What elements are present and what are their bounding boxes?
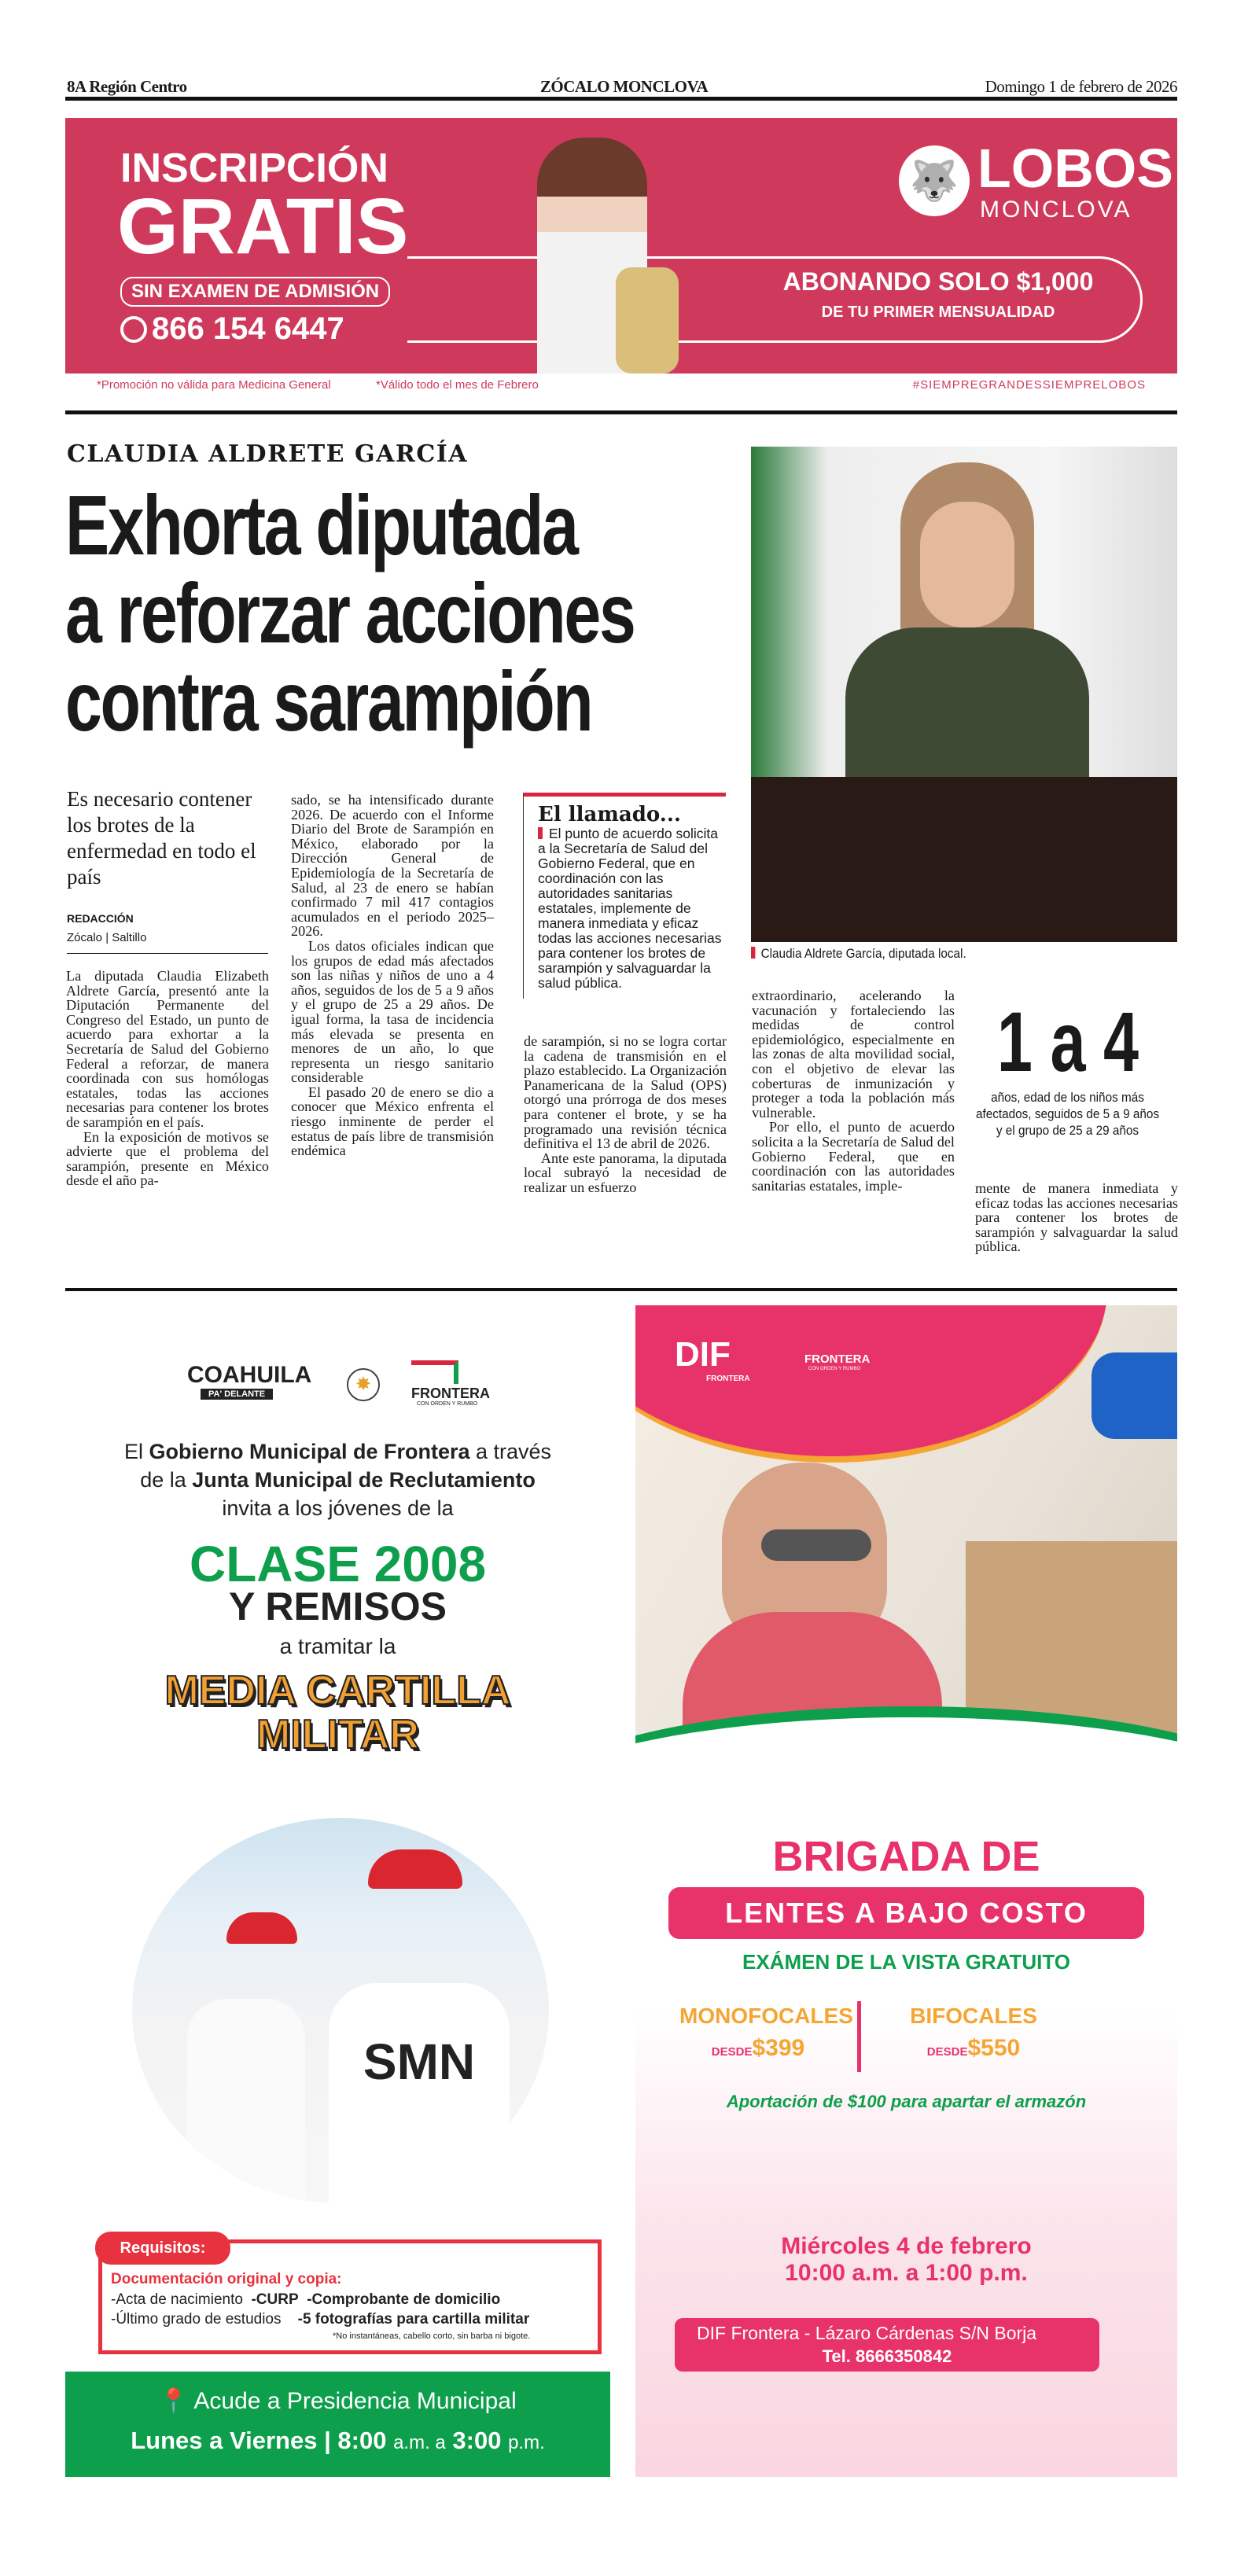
intro-text: El [123, 1440, 149, 1463]
sidebar-title: El llamado... [538, 803, 681, 826]
paragraph: En la exposición de motivos se advierte que el problema del sarampión, presente en México desde el año pa- [66, 1128, 269, 1189]
price: $550 [967, 2035, 1021, 2061]
ad-offer: ABONANDO SOLO $1,000 [782, 267, 1094, 296]
paragraph: mente de manera inmediata y eficaz todas las acciones necesarias para contener los brotes de sarampión y salvaguardar la salud pública. [975, 1180, 1178, 1255]
place-text: Acude a Presidencia Municipal [193, 2388, 517, 2414]
mono-label: MONOFOCALES [679, 2004, 853, 2028]
sidebar-text: El punto de acuerdo solicita a la Secretaría de Salud del Gobierno Federal, que en coordinación con las autoridades sanitarias estatales, implemente de manera inmediata y eficaz todas las acciones necesarias para contener los brotes de sarampión y salvaguardar la salud pública. [538, 826, 722, 991]
article-headline [65, 477, 740, 749]
podium [751, 777, 1177, 942]
place-line [65, 2387, 610, 2415]
whatsapp-icon [120, 316, 147, 343]
frontera-logo-icon [411, 1360, 458, 1384]
red-cap [226, 1912, 297, 1944]
pasos-gigante-logo-icon: ✸ [347, 1368, 380, 1401]
requirements-title: Requisitos: [95, 2232, 230, 2265]
section-rule [65, 410, 1177, 414]
sidebar-box [523, 793, 726, 999]
aporte-text: Aportación de $100 para apartar el armazón [726, 2092, 1087, 2111]
article-column-1 [66, 969, 269, 1188]
article-column-4 [752, 988, 955, 1193]
cartilla-line: MILITAR [256, 1712, 419, 1757]
paragraph: Por ello, el punto de acuerdo solicita a la Secretaría de Salud del Gobierno Federal, que en coordinación con las autoridades sanitarias estatales, imple- [752, 1119, 955, 1194]
intro-text: a través [469, 1440, 552, 1463]
schedule-end: 3:00 [452, 2427, 502, 2454]
paragraph: La diputada Claudia Elizabeth Aldrete García, presentó ante la Diputación Permanente del Congreso del Estado, un punto de acuerdo para exhortar a la Secretaría de Salud del Gobierno Federal a reforzar, de manera coordinada con sus homólogas estatales, todas las acciones necesarias para contener los brotes de sarampión en el país. [66, 968, 269, 1130]
byline: REDACCIÓN [67, 912, 134, 925]
brigade-pill: LENTES A BAJO COSTO [668, 1887, 1144, 1939]
header-rule [65, 97, 1177, 101]
requirements-subtitle: Documentación original y copia: [111, 2271, 342, 2287]
ad-hashtag: #SIEMPREGRANDESSIEMPRELOBOS [912, 378, 1146, 392]
ad-offer-sub: DE TU PRIMER MENSUALIDAD [821, 304, 1055, 321]
caption-text: Claudia Aldrete García, diputada local. [760, 946, 966, 961]
remisos-title: Y REMISOS [229, 1584, 447, 1628]
schedule-sep: | [324, 2427, 331, 2454]
article-photo [751, 447, 1177, 942]
req-item: -Último grado de estudios [111, 2311, 282, 2328]
schedule-text: a.m. a [393, 2432, 446, 2453]
location-pin-icon: 📍 [159, 2388, 189, 2414]
intro-text: de la [140, 1468, 193, 1492]
ad-note2: *Válido todo el mes de Febrero [376, 378, 539, 392]
cartilla-militar-ad[interactable] [65, 1305, 610, 2477]
headline-line: contra sarampión [65, 653, 592, 749]
intro-bold: Junta Municipal de Reclutamiento [192, 1468, 536, 1492]
event-time: 10:00 a.m. a 1:00 p.m. [785, 2260, 1028, 2286]
ad-brand: LOBOS [977, 138, 1173, 199]
mono-price [679, 2035, 837, 2062]
frontera-tagline: CON ORDEN Y RUMBO [417, 1401, 478, 1407]
bi-label: BIFOCALES [910, 2004, 1037, 2028]
article-column-5 [975, 1181, 1178, 1254]
coahuila-logo: COAHUILA [187, 1362, 312, 1388]
dateline: Zócalo | Saltillo [67, 931, 147, 944]
tramitar-text: a tramitar la [279, 1634, 396, 1658]
dif-logo: DIF [675, 1335, 731, 1374]
red-cap [368, 1849, 462, 1889]
paragraph: extraordinario, acelerando la vacunación y fortaleciendo las medidas de control epidemiológico, especialmente en las zonas de alta movilidad social, con el objetivo de elevar las coberturas de inmunización y proteger a toda la población más vulnerable. [752, 988, 955, 1121]
frontera-logo: FRONTERA [804, 1352, 871, 1366]
ad-line2: GRATIS [117, 182, 409, 270]
recruit [187, 1999, 305, 2203]
price-divider [857, 2001, 861, 2072]
article-kicker: CLAUDIA ALDRETE GARCÍA [67, 440, 469, 468]
paragraph: de sarampión, si no se logra cortar la cadena de transmisión en el plazo establecido. La Organización Panamericana de la Salud (OPS) otorgó una prórroga de dos meses para contener el brote, y se ha programado una revisión técnica definitiva el 13 de abril de 2026. [524, 1033, 727, 1152]
bullet-mark [538, 827, 543, 839]
lentes-brigade-ad[interactable] [635, 1305, 1177, 2477]
clase-title: CLASE 2008 [189, 1536, 487, 1592]
lobos-ad[interactable] [65, 118, 1177, 374]
article-deck: Es necesario contener los brotes de la enfermedad en todo el país [67, 787, 256, 889]
section-label: 8A Región Centro [67, 77, 187, 96]
cartilla-title [65, 1669, 610, 1757]
req-item: -5 fotografías para cartilla militar [297, 2311, 530, 2328]
cartilla-line: MEDIA CARTILLA [164, 1668, 511, 1713]
requirements-line-1 [111, 2291, 500, 2309]
recruits-photo [132, 1818, 549, 2203]
event-date: Miércoles 4 de febrero [781, 2233, 1032, 2259]
req-item: -Comprobante de domicilio [307, 2291, 501, 2308]
intro-text: invita a los jóvenes de la [222, 1496, 454, 1520]
paper-name: ZÓCALO MONCLOVA [539, 77, 709, 96]
headline-line: Exhorta diputada [65, 477, 577, 572]
trial-frame [761, 1529, 871, 1561]
req-item: -CURP [251, 2291, 299, 2308]
schedule-start: 8:00 [337, 2427, 387, 2454]
schedule-line [65, 2427, 610, 2455]
face [920, 502, 1014, 627]
ad-badge: SIN EXAMEN DE ADMISIÓN [120, 277, 390, 307]
caption-mark [751, 947, 755, 959]
shirt-text: SMN [329, 1983, 510, 2203]
desde: DESDE [926, 2045, 968, 2059]
dif-logo-sub: FRONTERA [706, 1374, 750, 1383]
wolf-logo-icon: 🐺 [899, 145, 970, 216]
desde: DESDE [711, 2045, 753, 2059]
schedule-days: Lunes a Viernes [131, 2427, 318, 2454]
intro-bold: Gobierno Municipal de Frontera [149, 1440, 470, 1463]
ad-intro [65, 1437, 610, 1522]
paragraph: El pasado 20 de enero se dio a conocer que México enfrenta el riesgo inminente de perder el estatus de país libre de transmisión endémica [291, 1084, 494, 1159]
byline-rule [67, 953, 268, 954]
address-pill [675, 2318, 1099, 2372]
bottom-rule [65, 1288, 1177, 1291]
phone-text: Tel. 8666350842 [822, 2346, 952, 2366]
req-item: -Acta de nacimiento [111, 2291, 243, 2308]
ad-footnotes [65, 374, 1177, 399]
address-text: DIF Frontera - Lázaro Cárdenas S/N Borja [697, 2323, 1037, 2343]
headline-line: a reforzar acciones [65, 565, 635, 661]
exam-text: EXÁMEN DE LA VISTA GRATUITO [742, 1950, 1070, 1974]
frontera-tagline: CON ORDEN Y RUMBO [808, 1367, 861, 1371]
backpack [616, 267, 679, 374]
ad-line1: INSCRIPCIÓN [120, 145, 388, 191]
location-banner [65, 2372, 610, 2477]
article-column-2 [291, 793, 494, 1158]
issue-date: Domingo 1 de febrero de 2026 [985, 77, 1177, 96]
bi-price [895, 2035, 1052, 2062]
ad-note1: *Promoción no válida para Medicina General [97, 378, 331, 392]
stat-caption: años, edad de los niños más afectados, seguidos de 5 a 9 años y el grupo de 25 a 29 años [975, 1090, 1160, 1138]
ad-phone: 866 154 6447 [152, 311, 344, 346]
requirements-note: *No instantáneas, cabello corto, sin barba ni bigote. [333, 2331, 531, 2341]
brigade-title: BRIGADA DE [772, 1833, 1040, 1880]
optometrist [1092, 1352, 1177, 1439]
coahuila-tagline: PA' DELANTE [201, 1389, 273, 1400]
article-column-3 [524, 1034, 727, 1195]
schedule-text: p.m. [508, 2432, 545, 2453]
frontera-logo-text: FRONTERA [411, 1386, 490, 1401]
price: $399 [752, 2035, 805, 2061]
paragraph: sado, se ha intensificado durante 2026. De acuerdo con el Informe Diario del Brote de Sarampión en México, elaborado por la Dirección General de Epidemiología de la Secretaría de Salud, al 23 de enero se habían confirmado 7 mil 417 contagios acumulados en el periodo 2025–2026. [291, 792, 494, 940]
photo-caption [751, 946, 966, 962]
ad-brand-sub: MONCLOVA [980, 197, 1132, 223]
paragraph: Los datos oficiales indican que los grupos de edad más afectados son las niñas y niños de uno a 4 años, seguidos de los de 5 a 9 años y el grupo de 25 a 29 años. De igual forma, la tasa de incidencia más elevada se presenta en menores de un año, lo que representa un riesgo sanitario considerable [291, 937, 494, 1086]
stat-figure: 1 a 4 [996, 994, 1139, 1089]
paragraph: Ante este panorama, la diputada local subrayó la necesidad de realizar un esfuerzo [524, 1150, 727, 1195]
requirements-line-2 [111, 2311, 529, 2328]
